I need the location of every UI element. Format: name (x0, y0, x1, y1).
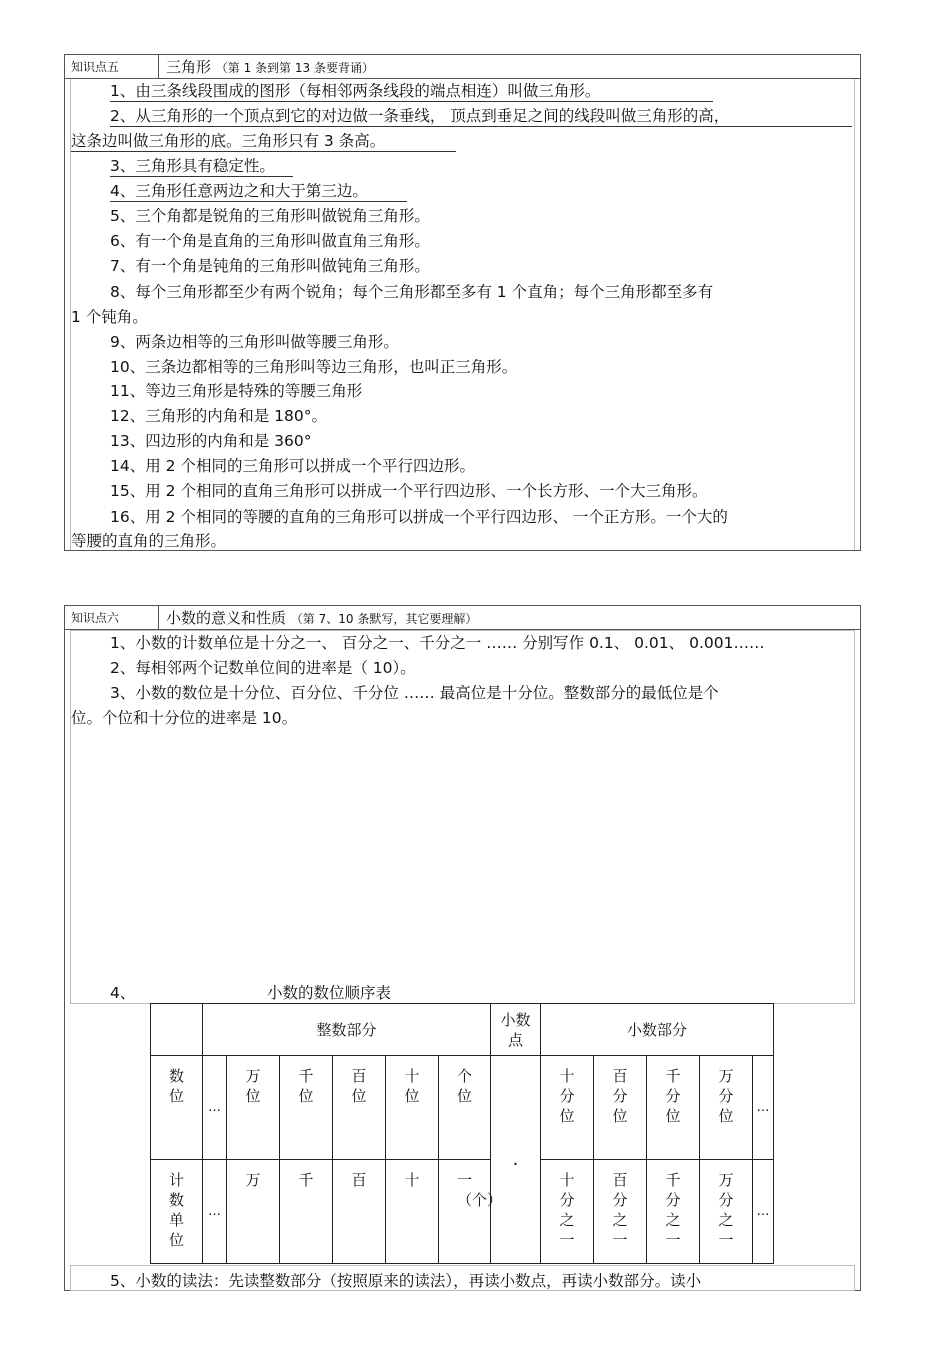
s6-item5: 5、小数的读法：先读整数部分（按照原来的读法），再读小数点，再读小数部分。读小 (110, 1272, 702, 1290)
decimal-part-header: 小数部分 (541, 1004, 774, 1056)
s5-line-10: 1 个钝角。 (71, 308, 148, 326)
dec-unit-cell (700, 1160, 753, 1264)
s5-line-6: 5、三个角都是锐角的三角形叫做锐角三角形。 (110, 207, 430, 225)
section5-title-note: （第 1 条到第 13 条要背诵） (215, 61, 374, 75)
s5-line-5: 4、三角形任意两边之和大于第三边。 (110, 181, 407, 202)
section5-title-text: 三角形 (166, 58, 212, 76)
int-unit-text: 百 (351, 1171, 367, 1189)
s6-table-title: 小数的数位顺序表 (267, 984, 392, 1002)
dec-unit-text: 千分之一 (665, 1171, 681, 1249)
dec-unit-cell (647, 1160, 700, 1264)
row-label-units (151, 1160, 203, 1264)
dec-place-cell (700, 1056, 753, 1160)
decimal-point-cell: . (491, 1056, 541, 1264)
table-corner (151, 1004, 203, 1056)
dec-place-text: 千分位 (665, 1067, 681, 1125)
s5-line-19: 等腰的直角的三角形。 (71, 532, 227, 550)
s5-line-9: 8、每个三角形都至少有两个锐角；每个三角形都至多有 1 个直角；每个三角形都至多有 (110, 283, 714, 301)
dec-places-ellipsis: … (753, 1056, 774, 1160)
dec-place-cell (594, 1056, 647, 1160)
s5-line-3: 这条边叫做三角形的底。三角形只有 3 条高。 (71, 131, 456, 152)
s5-line-1: 1、由三条线段围成的图形（每相邻两条线段的端点相连）叫做三角形。 (110, 81, 713, 102)
int-unit-cell (227, 1160, 280, 1264)
s6-line-2: 2、每相邻两个记数单位间的进率是（ 10）。 (110, 659, 416, 677)
decimal-point-header (491, 1004, 541, 1056)
s6-line-1: 1、小数的计数单位是十分之一、 百分之一、千分之一 …… 分别写作 0.1、 0.01、 0.001…… (110, 634, 765, 652)
int-place-text: 万位 (245, 1067, 261, 1105)
section5-body-inner-line-right (854, 79, 855, 550)
s6-line-4: 位。个位和十分位的进率是 10。 (71, 709, 298, 727)
dec-unit-cell (541, 1160, 594, 1264)
int-unit-cell (333, 1160, 386, 1264)
int-unit-text: 一（个） (457, 1171, 503, 1209)
s5-line-8: 7、有一个角是钝角的三角形叫做钝角三角形。 (110, 257, 430, 275)
dec-place-text: 十分位 (559, 1067, 575, 1125)
int-place-text: 十位 (404, 1067, 420, 1105)
row-label-places-text: 数位 (169, 1067, 185, 1105)
s5-line-12: 10、三条边都相等的三角形叫等边三角形，也叫正三角形。 (110, 358, 518, 376)
s5-line-4: 3、三角形具有稳定性。 (110, 156, 293, 177)
int-place-text: 个位 (457, 1067, 473, 1105)
int-unit-text: 万 (245, 1171, 261, 1189)
dec-place-text: 百分位 (612, 1067, 628, 1125)
section6-title-text: 小数的意义和性质 (166, 609, 287, 627)
s5-line-15: 13、四边形的内角和是 360° (110, 432, 312, 450)
int-place-cell (386, 1056, 439, 1160)
dec-unit-cell (594, 1160, 647, 1264)
int-unit-text: 十 (404, 1171, 420, 1189)
s5-line-13: 11、等边三角形是特殊的等腰三角形 (110, 382, 363, 400)
int-places-ellipsis: … (203, 1056, 227, 1160)
s5-line-18: 16、用 2 个相同的等腰的直角的三角形可以拼成一个平行四边形、 一个正方形。一个大的 (110, 508, 728, 526)
int-place-cell (280, 1056, 333, 1160)
int-unit-text: 千 (298, 1171, 314, 1189)
dec-place-cell (647, 1056, 700, 1160)
dec-place-cell (541, 1056, 594, 1160)
s5-line-7: 6、有一个角是直角的三角形叫做直角三角形。 (110, 232, 430, 250)
row-label-places (151, 1056, 203, 1160)
int-unit-cell (280, 1160, 333, 1264)
int-place-cell (333, 1056, 386, 1160)
dec-place-text: 万分位 (718, 1067, 734, 1125)
section6-title (166, 607, 477, 628)
dec-unit-text: 十分之一 (559, 1171, 575, 1249)
int-unit-cell (439, 1160, 503, 1264)
int-units-ellipsis: … (203, 1160, 227, 1264)
s6-item4-number: 4、 (110, 984, 136, 1002)
dec-unit-text: 百分之一 (612, 1171, 628, 1249)
int-unit-cell (386, 1160, 439, 1264)
section6-header-divider (158, 605, 159, 630)
section5-header-divider (158, 54, 159, 79)
dec-units-ellipsis: … (753, 1160, 774, 1264)
int-place-cell (227, 1056, 280, 1160)
s5-line-2: 2、从三角形的一个顶点到它的对边做一条垂线， 顶点到垂足之间的线段叫做三角形的高， (110, 106, 852, 127)
decimal-point-header-text: 小数点 (500, 1010, 531, 1049)
section5-title (166, 56, 374, 77)
section6-header-label: 知识点六 (71, 611, 120, 625)
int-place-text: 千位 (298, 1067, 314, 1105)
section6-title-note: （第 7、10 条默写，其它要理解） (290, 612, 478, 626)
s6-line-3: 3、小数的数位是十分位、百分位、千分位 …… 最高位是十分位。整数部分的最低位是个 (110, 684, 719, 702)
s5-line-16: 14、用 2 个相同的三角形可以拼成一个平行四边形。 (110, 457, 475, 475)
section5-header-label: 知识点五 (71, 60, 120, 74)
integer-part-header: 整数部分 (203, 1004, 491, 1056)
s5-line-17: 15、用 2 个相同的直角三角形可以拼成一个平行四边形、一个长方形、一个大三角形。 (110, 482, 708, 500)
int-place-text: 百位 (351, 1067, 367, 1105)
s5-line-14: 12、三角形的内角和是 180°。 (110, 407, 327, 425)
row-label-units-text: 计数单位 (169, 1171, 185, 1249)
s5-line-11: 9、两条边相等的三角形叫做等腰三角形。 (110, 333, 399, 351)
dec-unit-text: 万分之一 (718, 1171, 734, 1249)
int-place-cell (439, 1056, 491, 1160)
decimal-place-table (150, 1003, 774, 1264)
